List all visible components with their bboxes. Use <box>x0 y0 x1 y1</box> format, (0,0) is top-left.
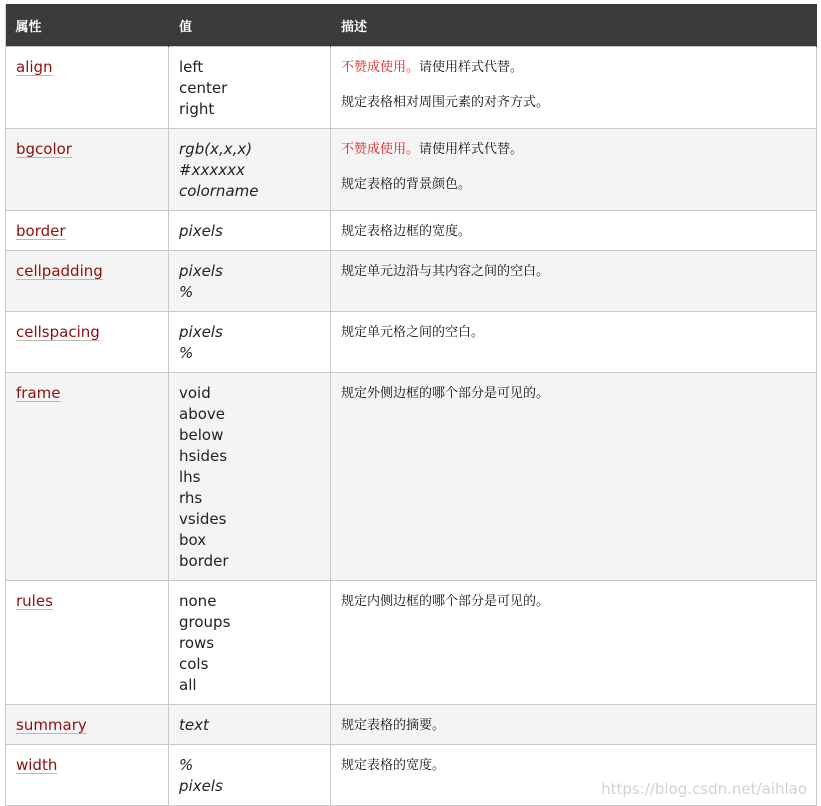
value-item: pixels <box>179 777 223 795</box>
table-row <box>6 47 817 129</box>
table-header-row <box>6 4 817 47</box>
description-text: 规定单元格之间的空白。 <box>341 325 485 340</box>
value-item: lhs <box>179 468 201 486</box>
table-row <box>6 373 817 581</box>
value-item: colorname <box>179 182 259 200</box>
header-value: 值 <box>169 4 331 47</box>
description-cell <box>331 312 817 373</box>
attribute-cell <box>6 581 169 705</box>
description-cell <box>331 211 817 251</box>
deprecated-label: 不赞成使用。 <box>341 142 420 157</box>
description-text: 规定单元边沿与其内容之间的空白。 <box>341 264 550 279</box>
attribute-cell <box>6 705 169 745</box>
table-row <box>6 129 817 211</box>
value-cell <box>169 312 331 373</box>
description-cell <box>331 47 817 129</box>
attributes-table <box>5 4 817 806</box>
attribute-cell <box>6 129 169 211</box>
value-item: #xxxxxx <box>179 161 245 179</box>
description-cell <box>331 373 817 581</box>
attribute-link[interactable]: rules <box>16 592 53 610</box>
table-row <box>6 705 817 745</box>
table-row <box>6 581 817 705</box>
description-text: 规定表格边框的宽度。 <box>341 224 472 239</box>
value-cell <box>169 581 331 705</box>
value-item: rgb(x,x,x) <box>179 140 253 158</box>
description-text: 规定内侧边框的哪个部分是可见的。 <box>341 594 550 609</box>
value-item: void <box>179 384 211 402</box>
value-item: below <box>179 426 224 444</box>
value-item: rows <box>179 634 215 652</box>
description-cell <box>331 705 817 745</box>
value-item: right <box>179 100 215 118</box>
attribute-cell <box>6 312 169 373</box>
table-row <box>6 312 817 373</box>
value-item: % <box>179 344 194 362</box>
attribute-cell <box>6 211 169 251</box>
description-cell <box>331 129 817 211</box>
description-cell <box>331 251 817 312</box>
table-row <box>6 251 817 312</box>
description-cell <box>331 581 817 705</box>
value-item: left <box>179 58 204 76</box>
value-item: pixels <box>179 323 223 341</box>
value-item: box <box>179 531 207 549</box>
attribute-cell <box>6 47 169 129</box>
value-item: all <box>179 676 197 694</box>
attribute-link[interactable]: align <box>16 58 53 76</box>
value-item: none <box>179 592 217 610</box>
attribute-link[interactable]: bgcolor <box>16 140 72 158</box>
description-text: 规定表格的宽度。 <box>341 758 446 773</box>
header-description: 描述 <box>331 4 817 47</box>
attribute-link[interactable]: cellpadding <box>16 262 103 280</box>
deprecation-note <box>341 57 806 78</box>
value-item: pixels <box>179 222 223 240</box>
value-cell <box>169 373 331 581</box>
value-item: border <box>179 552 229 570</box>
value-cell <box>169 251 331 312</box>
attribute-link[interactable]: summary <box>16 716 87 734</box>
header-attribute: 属性 <box>6 4 169 47</box>
description-text: 规定表格相对周围元素的对齐方式。 <box>341 95 550 110</box>
value-item: groups <box>179 613 231 631</box>
value-cell <box>169 129 331 211</box>
table-row <box>6 211 817 251</box>
deprecation-hint: 请使用样式代替。 <box>419 142 524 157</box>
attribute-link[interactable]: width <box>16 756 58 774</box>
value-item: above <box>179 405 225 423</box>
value-item: rhs <box>179 489 203 507</box>
value-item: hsides <box>179 447 228 465</box>
attribute-link[interactable]: border <box>16 222 66 240</box>
attribute-link[interactable]: frame <box>16 384 61 402</box>
description-text: 规定表格的背景颜色。 <box>341 177 472 192</box>
description-text: 规定外侧边框的哪个部分是可见的。 <box>341 386 550 401</box>
watermark: https://blog.csdn.net/aihlao <box>601 780 807 798</box>
value-item: pixels <box>179 262 223 280</box>
attribute-cell <box>6 373 169 581</box>
value-item: vsides <box>179 510 227 528</box>
value-item: cols <box>179 655 209 673</box>
value-item: center <box>179 79 228 97</box>
description-text: 规定表格的摘要。 <box>341 718 446 733</box>
value-cell <box>169 705 331 745</box>
value-cell <box>169 47 331 129</box>
deprecation-note <box>341 139 806 160</box>
value-item: % <box>179 283 194 301</box>
value-cell <box>169 745 331 806</box>
attribute-cell <box>6 745 169 806</box>
value-item: text <box>179 716 209 734</box>
attribute-link[interactable]: cellspacing <box>16 323 100 341</box>
value-cell <box>169 211 331 251</box>
value-item: % <box>179 756 194 774</box>
deprecation-hint: 请使用样式代替。 <box>419 60 524 75</box>
attribute-cell <box>6 251 169 312</box>
deprecated-label: 不赞成使用。 <box>341 60 420 75</box>
